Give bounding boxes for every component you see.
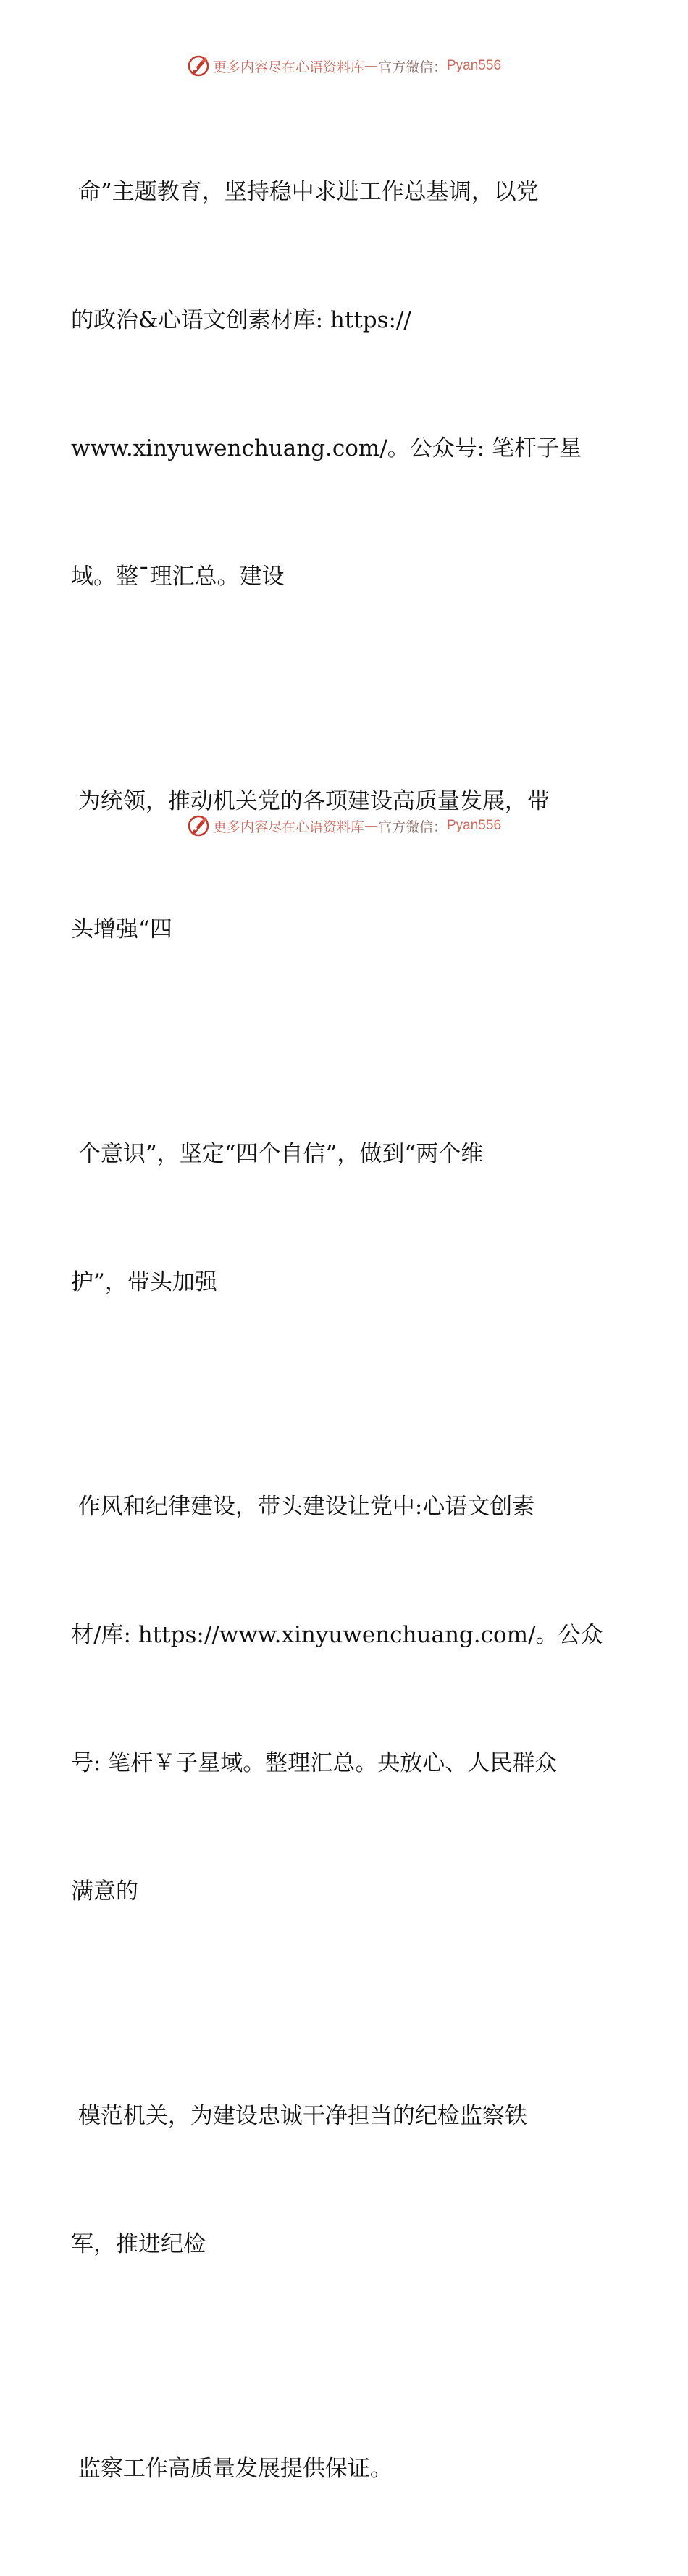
paragraph-gap (71, 1389, 621, 1400)
wechat-label: 官方微信： (377, 819, 447, 835)
wechat-id: Pyan556 (447, 58, 502, 73)
text-line: 命”主题教育，坚持稳中求进工作总基调，以党 (71, 179, 539, 205)
text-line: 满意的 (71, 1878, 138, 1904)
wechat-id: Pyan556 (447, 818, 502, 833)
text-line: 个意识”，坚定“四个自信”，做到“两个维 (71, 1141, 484, 1167)
text-line: 号: 笔杆￥子星域。整理汇总。央放心、人民群众 (71, 1750, 558, 1776)
text-line: 作风和纪律建设，带头建设让党中:心语文创素 (71, 1494, 535, 1520)
text-line: 域。整¯理汇总。建设 (71, 564, 285, 590)
text-line: 材/库: https://www.xinyuwenchuang.com/。公众 (71, 1622, 603, 1648)
banner-text: 更多内容尽在心语资料库 (212, 59, 364, 75)
paragraph-gap (71, 1999, 621, 2010)
text-line: 为统领，推动机关党的各项建设高质量发展，带 (71, 788, 550, 814)
paragraph-4 (71, 1400, 621, 1999)
paragraph-gap (71, 684, 621, 695)
text-line: 军，推进纪检 (71, 2231, 206, 2257)
text-line: 头增强“四 (71, 916, 172, 942)
paragraph-5 (71, 2010, 621, 2351)
pen-nib-logo-icon (187, 814, 210, 837)
banner-dash: — (364, 818, 378, 834)
page-header-banner (0, 51, 688, 80)
paragraph-gap (71, 1037, 621, 1047)
paragraph-2 (71, 695, 621, 1037)
banner-dash: — (364, 58, 378, 74)
text-line: 模范机关，为建设忠诚干净担当的纪检监察铁 (71, 2103, 527, 2129)
banner-text: 更多内容尽在心语资料库 (212, 819, 364, 835)
pen-nib-logo-icon (187, 54, 210, 78)
page-footer-banner (0, 811, 688, 840)
document-body (71, 85, 621, 2576)
paragraph-1 (71, 85, 621, 684)
text-line: 监察工作高质量发展提供保证。 (71, 2456, 393, 2482)
wechat-label: 官方微信： (377, 59, 447, 75)
paragraph-3 (71, 1047, 621, 1389)
text-line: 护”，带头加强 (71, 1269, 217, 1295)
text-line: 的政治&心语文创素材库: https:// (71, 307, 411, 333)
paragraph-6 (71, 2362, 621, 2576)
paragraph-gap (71, 2351, 621, 2362)
text-line: www.xinyuwenchuang.com/。公众号: 笔杆子星 (71, 435, 582, 461)
